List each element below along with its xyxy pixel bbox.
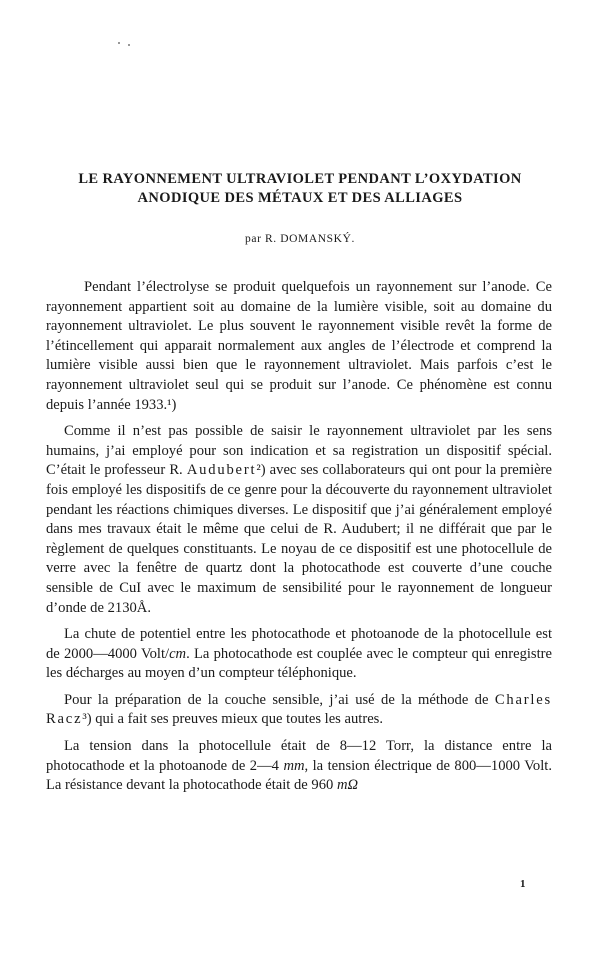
- title-line-1: LE RAYONNEMENT ULTRAVIOLET PENDANT L’OXYDATION: [78, 171, 522, 187]
- paragraph-3-text-a: La chute de potentiel entre les photocathode et photoanode de la photocellule est de 2000—4000 Volt/: [46, 626, 552, 662]
- paragraph-2: [46, 422, 552, 618]
- paragraph-3-text-b: . La photocathode est couplée avec le compteur qui enregistre les décharges au moyen d’un compteur téléphonique.: [46, 645, 552, 682]
- page-number: 1: [520, 878, 526, 890]
- author-prefix: par: [245, 233, 262, 245]
- title-line-2: ANODIQUE DES MÉTAUX ET DES ALLIAGES: [137, 190, 463, 206]
- article-title: [40, 170, 560, 208]
- unit-milliohm: mΩ: [336, 777, 359, 794]
- cited-author-racz: Charles Racz: [46, 691, 553, 728]
- article-body: [46, 278, 552, 803]
- paragraph-3: [46, 625, 552, 684]
- paragraph-5: [46, 737, 552, 796]
- paragraph-5-text-b: , la tension électrique de 800—1000 Volt. La résistance devant la photocathode était de 960: [46, 757, 552, 794]
- paragraph-4: [46, 691, 552, 730]
- paragraph-2-text-a: Comme il n’est pas possible de saisir le rayonnement ultraviolet par les sens humains, j’ai employé pour son indication et sa registration un dispositif spécial. C’était le professeur R.: [46, 423, 552, 479]
- author-name: R. DOMANSKÝ.: [265, 233, 355, 245]
- paragraph-1: Pendant l’électrolyse se produit quelquefois un rayonnement sur l’anode. Ce rayonnement appartient soit au domaine de la lumière visible, soit au domaine du rayonnement ultraviolet. Le plus souvent le rayonnement visible revêt la forme de l’étincellement qui apparait normalement aux angles de l’électrode et comprend la lumière visible aussi bien que le rayonnement ultraviolet. Mais parfois c’est le rayonnement ultraviolet seul qui se produit sur l’anode. Ce phénomène est connu depuis l’année 1933.¹): [46, 279, 552, 413]
- paragraph-2-text-b: ²) avec ses collaborateurs qui ont pour la première fois employé les dispositifs de ce genre pour la découverte du rayonnement ultraviolet pendant les réactions chimiques diverses. Le dispositif que j’ai généralement employé dans mes travaux était le même que celui de R. Audubert; il ne différait que par le règlement de quelques constituants. Le noyau de ce dispositif est une photocellule de verre avec la fenêtre de quartz dont la photocathode est couverte d’une couche sensible de CuI avec le maximum de sensibilité pour le rayonnement de longueur d’onde de 2130Å.: [46, 462, 552, 616]
- paragraph-5-text-a: La tension dans la photocellule était de 8—12 Torr, la distance entre la photocathode et la photoanode de 2—4: [46, 738, 552, 774]
- unit-mm: mm: [283, 757, 305, 774]
- paragraph-4-text-a: Pour la préparation de la couche sensible, j’ai usé de la méthode de: [64, 691, 489, 708]
- scan-speck: [128, 44, 130, 46]
- cited-author-audubert: Audubert: [186, 462, 257, 479]
- unit-cm: cm: [169, 645, 187, 662]
- scan-speck: [118, 42, 120, 44]
- author-line: [40, 233, 560, 245]
- paragraph-4-text-b: ³) qui a fait ses preuves mieux que toutes les autres.: [82, 711, 384, 728]
